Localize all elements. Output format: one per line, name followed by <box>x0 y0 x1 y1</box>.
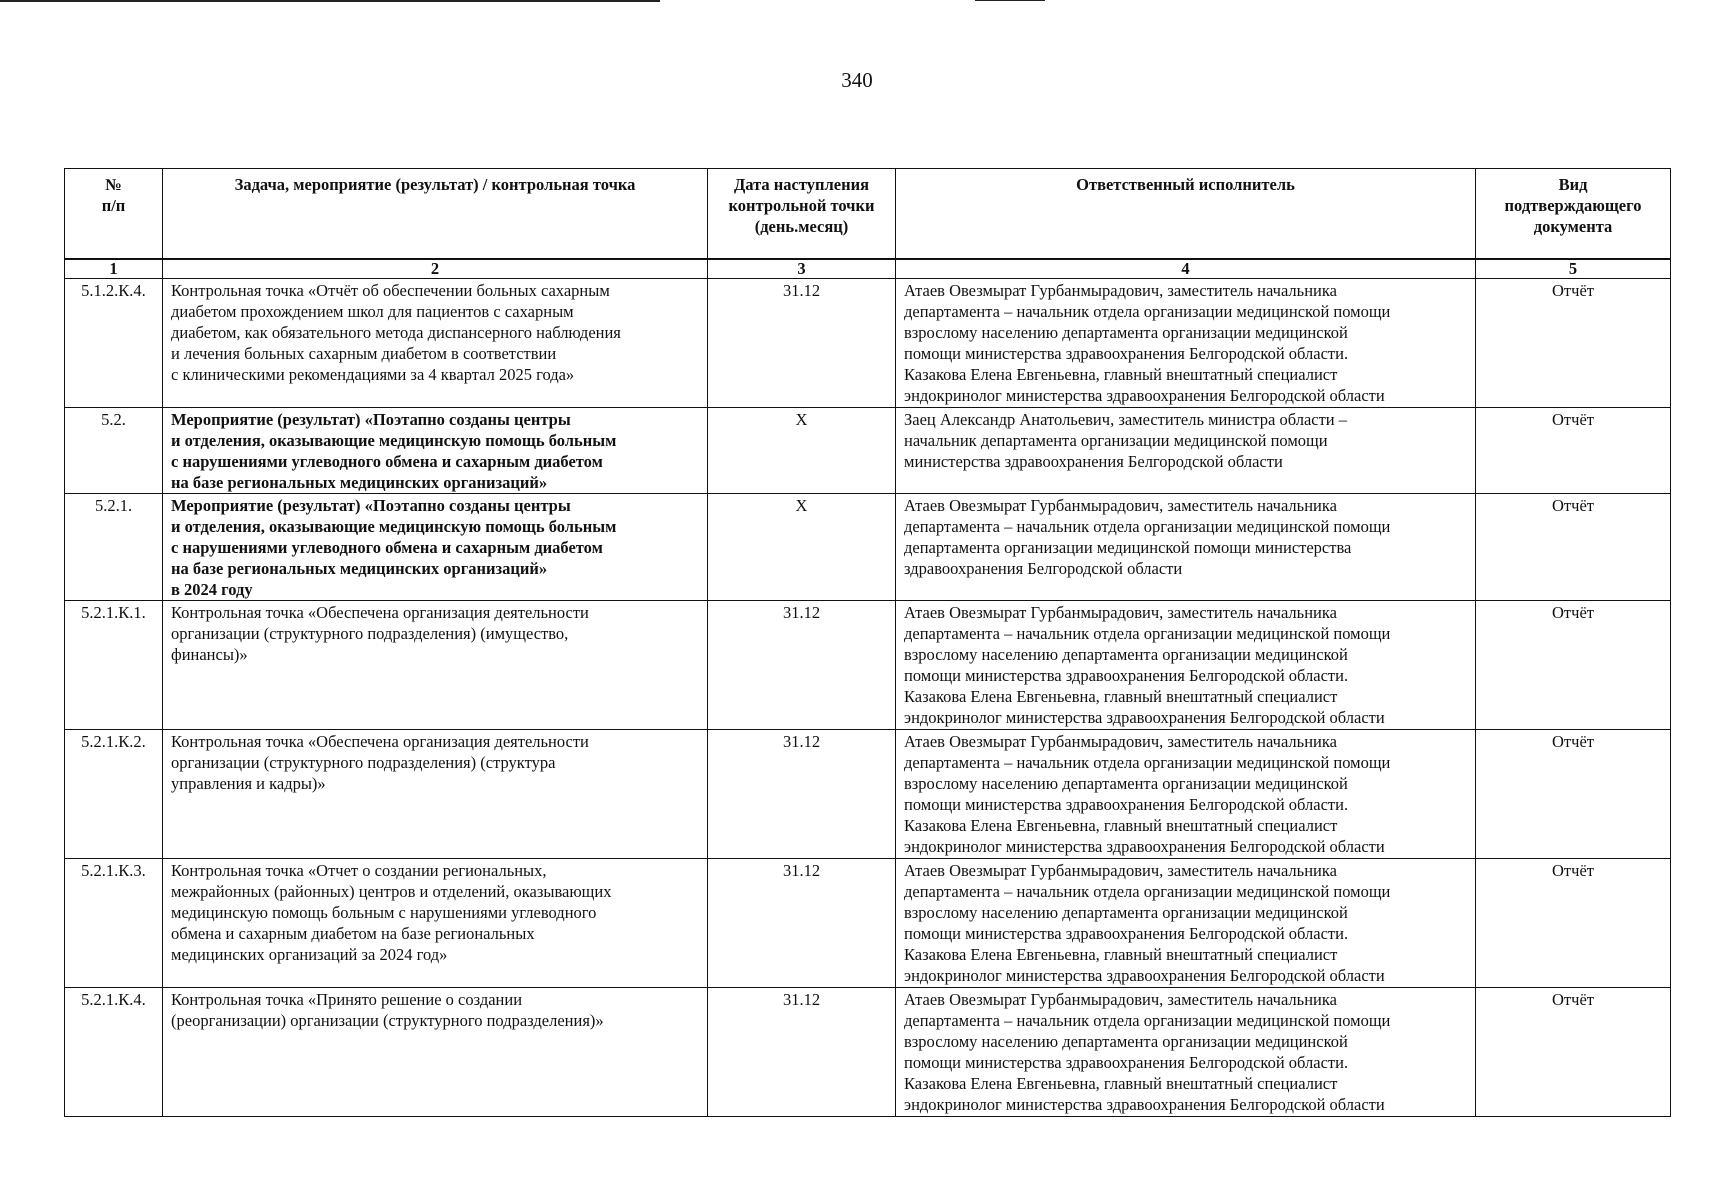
row-number: 5.2.1.К.4. <box>65 988 163 1117</box>
table-header-row <box>65 169 1671 260</box>
row-task: Контрольная точка «Принято решение о создании (реорганизации) организации (структурного подразделения)» <box>163 988 708 1117</box>
header-date: Дата наступления контрольной точки (день.месяц) <box>708 169 896 260</box>
row-document-type: Отчёт <box>1476 279 1671 408</box>
row-task: Контрольная точка «Отчет о создании региональных, межрайонных (районных) центров и отделений, оказывающих медицинскую помощь больным с нарушениями углеводного обмена и сахарным диабетом на базе региональных медицинских организаций за 2024 год» <box>163 859 708 988</box>
row-date: 31.12 <box>708 279 896 408</box>
row-responsible: Атаев Овезмырат Гурбанмырадович, заместитель начальника департамента – начальник отдела организации медицинской помощи взрослому населению департамента организации медицинской помощи министерства здравоохранения Белгородской области. Казакова Елена Евгеньевна, главный внештатный специалист эндокринолог министерства здравоохранения Белгородской области <box>896 730 1476 859</box>
table-row <box>65 494 1671 601</box>
row-responsible: Атаев Овезмырат Гурбанмырадович, заместитель начальника департамента – начальник отдела организации медицинской помощи взрослому населению департамента организации медицинской помощи министерства здравоохранения Белгородской области. Казакова Елена Евгеньевна, главный внештатный специалист эндокринолог министерства здравоохранения Белгородской области <box>896 279 1476 408</box>
column-number: 3 <box>708 259 896 279</box>
row-responsible: Заец Александр Анатольевич, заместитель министра области – начальник департамента организации медицинской помощи министерства здравоохранения Белгородской области <box>896 408 1476 494</box>
row-date: Х <box>708 408 896 494</box>
control-points-table <box>64 168 1671 1117</box>
table-row <box>65 279 1671 408</box>
row-document-type: Отчёт <box>1476 494 1671 601</box>
row-document-type: Отчёт <box>1476 730 1671 859</box>
row-document-type: Отчёт <box>1476 988 1671 1117</box>
row-number: 5.2. <box>65 408 163 494</box>
header-num: № п/п <box>65 169 163 260</box>
table-row <box>65 988 1671 1117</box>
table-row <box>65 601 1671 730</box>
header-task: Задача, мероприятие (результат) / контрольная точка <box>163 169 708 260</box>
scan-edge-line <box>0 0 660 2</box>
row-task: Контрольная точка «Обеспечена организация деятельности организации (структурного подразделения) (имущество, финансы)» <box>163 601 708 730</box>
row-date: Х <box>708 494 896 601</box>
row-document-type: Отчёт <box>1476 408 1671 494</box>
row-responsible: Атаев Овезмырат Гурбанмырадович, заместитель начальника департамента – начальник отдела организации медицинской помощи взрослому населению департамента организации медицинской помощи министерства здравоохранения Белгородской области. Казакова Елена Евгеньевна, главный внештатный специалист эндокринолог министерства здравоохранения Белгородской области <box>896 601 1476 730</box>
row-task: Мероприятие (результат) «Поэтапно созданы центры и отделения, оказывающие медицинскую помощь больным с нарушениями углеводного обмена и сахарным диабетом на базе региональных медицинских организаций» <box>163 408 708 494</box>
header-responsible: Ответственный исполнитель <box>896 169 1476 260</box>
table-row <box>65 408 1671 494</box>
row-date: 31.12 <box>708 859 896 988</box>
column-number: 1 <box>65 259 163 279</box>
column-number-row <box>65 259 1671 279</box>
row-number: 5.2.1.К.2. <box>65 730 163 859</box>
table-row <box>65 730 1671 859</box>
row-number: 5.2.1.К.1. <box>65 601 163 730</box>
row-number: 5.1.2.К.4. <box>65 279 163 408</box>
row-responsible: Атаев Овезмырат Гурбанмырадович, заместитель начальника департамента – начальник отдела организации медицинской помощи взрослому населению департамента организации медицинской помощи министерства здравоохранения Белгородской области. Казакова Елена Евгеньевна, главный внештатный специалист эндокринолог министерства здравоохранения Белгородской области <box>896 859 1476 988</box>
scan-edge-line <box>975 0 1045 1</box>
row-date: 31.12 <box>708 730 896 859</box>
row-task: Контрольная точка «Обеспечена организация деятельности организации (структурного подразделения) (структура управления и кадры)» <box>163 730 708 859</box>
row-task: Мероприятие (результат) «Поэтапно созданы центры и отделения, оказывающие медицинскую помощь больным с нарушениями углеводного обмена и сахарным диабетом на базе региональных медицинских организаций» в 2024 году <box>163 494 708 601</box>
column-number: 2 <box>163 259 708 279</box>
row-number: 5.2.1.К.3. <box>65 859 163 988</box>
table-row <box>65 859 1671 988</box>
row-document-type: Отчёт <box>1476 859 1671 988</box>
row-responsible: Атаев Овезмырат Гурбанмырадович, заместитель начальника департамента – начальник отдела организации медицинской помощи департамента организации медицинской помощи министерства здравоохранения Белгородской области <box>896 494 1476 601</box>
row-number: 5.2.1. <box>65 494 163 601</box>
row-responsible: Атаев Овезмырат Гурбанмырадович, заместитель начальника департамента – начальник отдела организации медицинской помощи взрослому населению департамента организации медицинской помощи министерства здравоохранения Белгородской области. Казакова Елена Евгеньевна, главный внештатный специалист эндокринолог министерства здравоохранения Белгородской области <box>896 988 1476 1117</box>
row-date: 31.12 <box>708 988 896 1117</box>
column-number: 5 <box>1476 259 1671 279</box>
page-number: 340 <box>841 68 873 92</box>
row-date: 31.12 <box>708 601 896 730</box>
row-task: Контрольная точка «Отчёт об обеспечении больных сахарным диабетом прохождением школ для пациентов с сахарным диабетом, как обязательного метода диспансерного наблюдения и лечения больных сахарным диабетом в соответствии с клиническими рекомендациями за 4 квартал 2025 года» <box>163 279 708 408</box>
row-document-type: Отчёт <box>1476 601 1671 730</box>
header-document-type: Вид подтверждающего документа <box>1476 169 1671 260</box>
column-number: 4 <box>896 259 1476 279</box>
